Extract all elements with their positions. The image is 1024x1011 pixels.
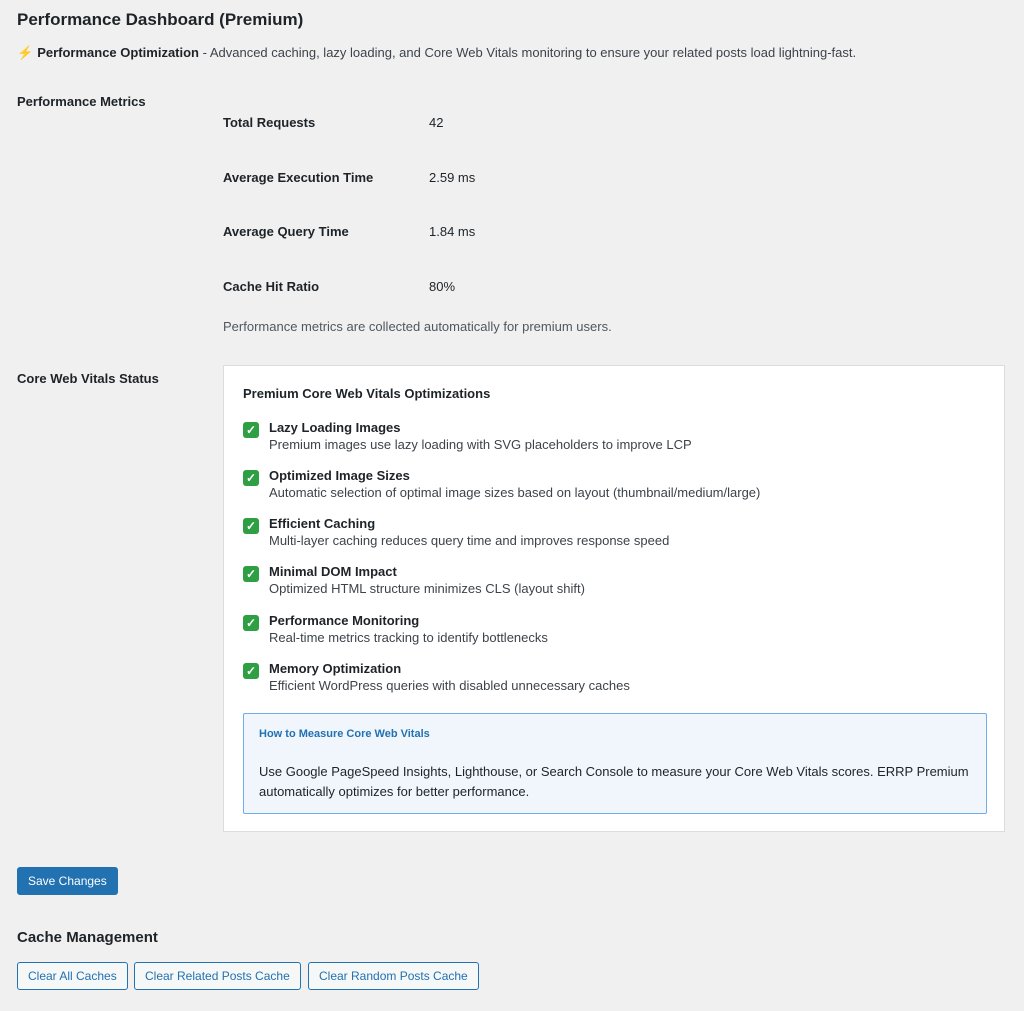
list-item	[243, 468, 983, 504]
metric-value: 80%	[429, 279, 456, 294]
intro-text	[17, 45, 856, 61]
clear-random-cache-button[interactable]: Clear Random Posts Cache	[308, 962, 479, 990]
metric-label: Average Execution Time	[223, 170, 374, 185]
cache-management-heading: Cache Management	[17, 929, 158, 946]
checkmark-icon: ✓	[243, 615, 259, 631]
item-description: Optimized HTML structure minimizes CLS (layout shift)	[269, 581, 585, 596]
checkmark-icon: ✓	[243, 663, 259, 679]
list-item	[243, 564, 983, 600]
metrics-note: Performance metrics are collected automatically for premium users.	[223, 319, 612, 334]
metric-label: Cache Hit Ratio	[223, 279, 320, 294]
page-title: Performance Dashboard (Premium)	[17, 10, 304, 29]
list-item	[243, 516, 983, 552]
list-item	[243, 613, 983, 649]
item-title: Lazy Loading Images	[269, 420, 401, 435]
list-item	[243, 420, 983, 456]
metric-row	[223, 279, 623, 299]
metric-row	[223, 224, 623, 244]
item-description: Automatic selection of optimal image sizes based on layout (thumbnail/medium/large)	[269, 485, 761, 500]
item-description: Multi-layer caching reduces query time and improves response speed	[269, 533, 670, 548]
metric-row	[223, 115, 623, 135]
checkmark-icon: ✓	[243, 470, 259, 486]
item-description: Efficient WordPress queries with disabled unnecessary caches	[269, 678, 630, 693]
core-web-vitals-label: Core Web Vitals Status	[17, 371, 159, 386]
clear-all-caches-button[interactable]: Clear All Caches	[17, 962, 128, 990]
item-title: Optimized Image Sizes	[269, 468, 410, 483]
performance-metrics-label: Performance Metrics	[17, 94, 146, 109]
clear-related-cache-button[interactable]: Clear Related Posts Cache	[134, 962, 301, 990]
item-title: Efficient Caching	[269, 516, 376, 531]
item-title: Memory Optimization	[269, 661, 402, 676]
info-title: How to Measure Core Web Vitals	[259, 728, 430, 740]
item-title: Performance Monitoring	[269, 613, 420, 628]
checkmark-icon: ✓	[243, 422, 259, 438]
checkmark-icon: ✓	[243, 518, 259, 534]
metric-value: 1.84 ms	[429, 224, 476, 239]
info-notice	[243, 713, 987, 814]
metric-label: Average Query Time	[223, 224, 349, 239]
item-description: Real-time metrics tracking to identify bottlenecks	[269, 630, 548, 645]
checkmark-icon: ✓	[243, 566, 259, 582]
intro-description: - Advanced caching, lazy loading, and Core Web Vitals monitoring to ensure your related posts load lightning-fast.	[199, 45, 857, 60]
cwv-heading: Premium Core Web Vitals Optimizations	[243, 386, 491, 401]
save-changes-button[interactable]: Save Changes	[17, 867, 118, 895]
metric-value: 2.59 ms	[429, 170, 476, 185]
info-text: Use Google PageSpeed Insights, Lighthouse, or Search Console to measure your Core Web Vitals scores. ERRP Premium automatically optimizes for better performance.	[259, 764, 969, 799]
intro-bold: Performance Optimization	[37, 45, 199, 60]
list-item	[243, 661, 983, 697]
metric-value: 42	[429, 115, 444, 130]
item-title: Minimal DOM Impact	[269, 564, 397, 579]
core-web-vitals-panel	[223, 365, 1005, 832]
metric-label: Total Requests	[223, 115, 316, 130]
item-description: Premium images use lazy loading with SVG placeholders to improve LCP	[269, 437, 692, 452]
metric-row	[223, 170, 623, 190]
lightning-icon: ⚡	[17, 45, 34, 60]
